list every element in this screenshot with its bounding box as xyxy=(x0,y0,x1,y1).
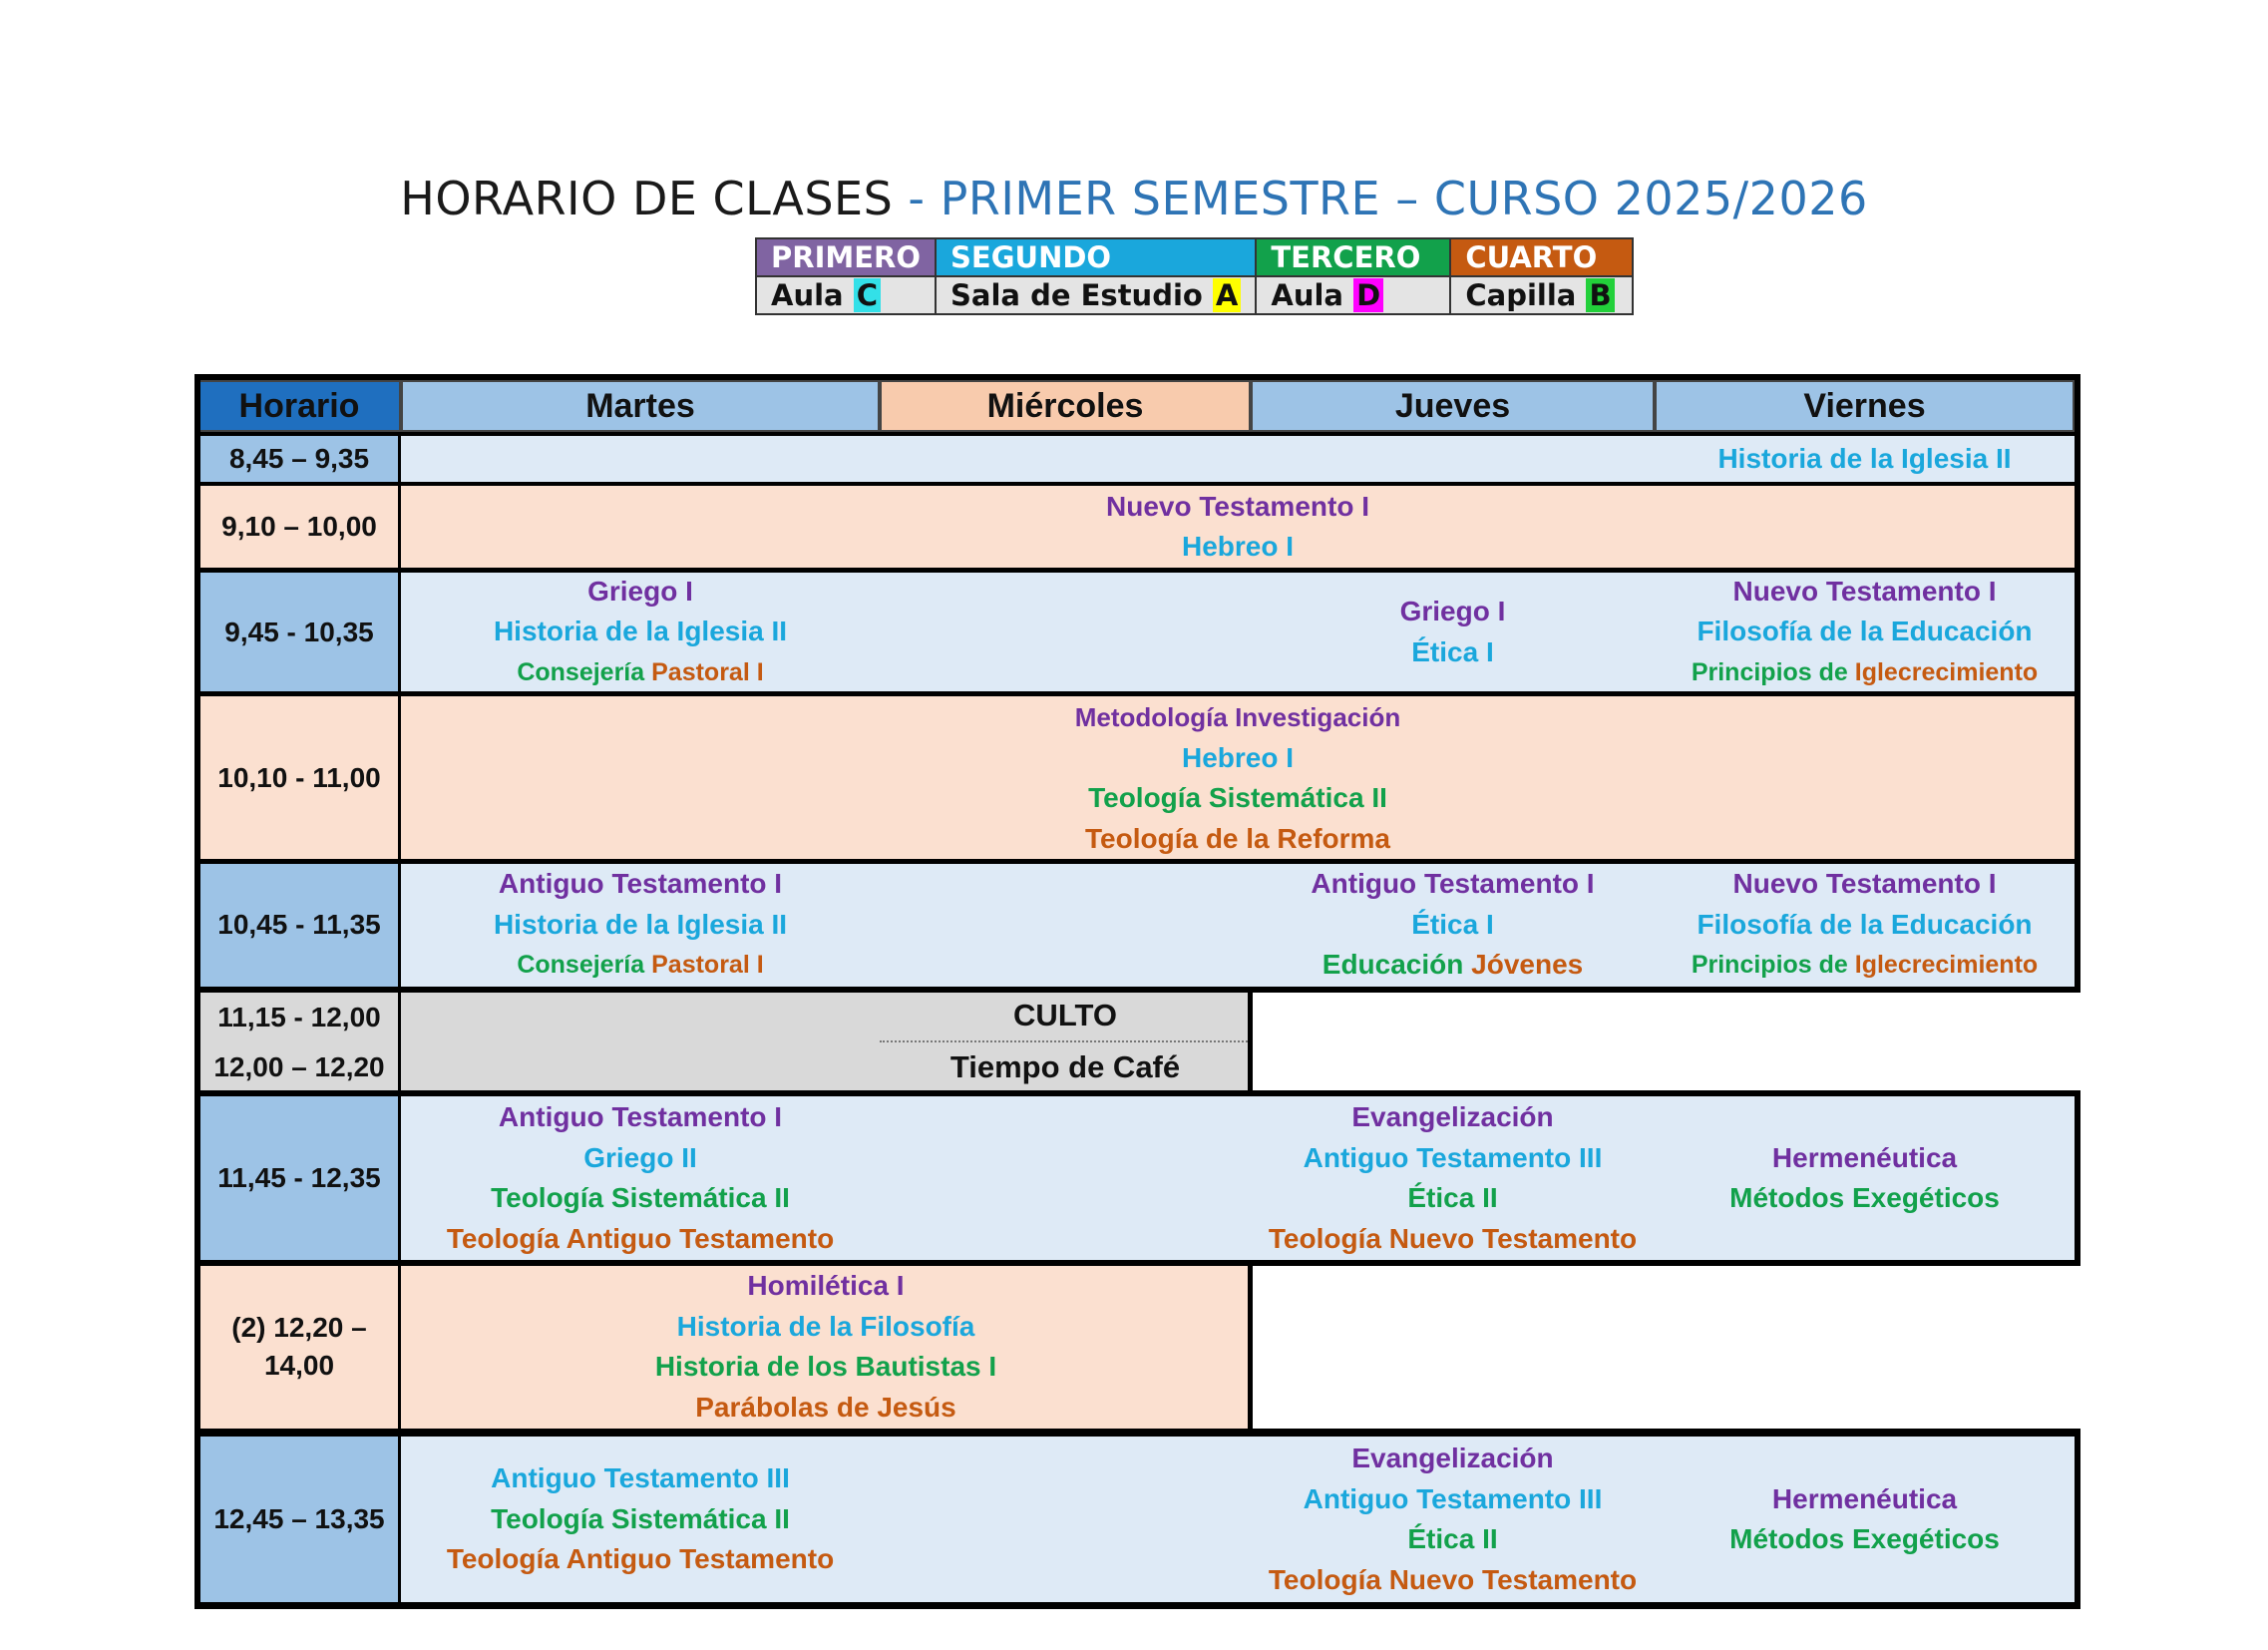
course: Parábolas de Jesús xyxy=(695,1391,956,1423)
course: Historia de la Iglesia II xyxy=(1717,442,2012,474)
course-part: Pastoral I xyxy=(651,951,764,980)
table-border xyxy=(2075,1429,2080,1609)
course: Homilética I xyxy=(747,1270,905,1301)
header-viernes: Viernes xyxy=(1655,380,2075,432)
legend-room-cuarto xyxy=(1450,276,1633,314)
course: Nuevo Testamento I xyxy=(1106,490,1369,522)
course: Hebreo I xyxy=(1181,741,1295,773)
time-slot: 12,45 – 13,35 xyxy=(197,1437,401,1602)
course: Teología Nuevo Testamento xyxy=(1268,1563,1638,1595)
course: Hermenéutica xyxy=(1771,1141,1958,1173)
page-title xyxy=(0,172,2268,225)
header-jueves: Jueves xyxy=(1251,380,1655,432)
course: Filosofía de la Educación xyxy=(1697,908,2033,940)
course xyxy=(1323,945,1583,986)
coffee-break-label: Tiempo de Café xyxy=(880,1042,1251,1092)
course: Filosofía de la Educación xyxy=(1697,616,2033,647)
row-separator xyxy=(194,432,2080,436)
legend-cuarto: CUARTO xyxy=(1450,238,1633,276)
course: Griego I xyxy=(1399,596,1506,626)
course: Teología de la Reforma xyxy=(1085,822,1390,854)
header-martes: Martes xyxy=(401,380,880,432)
row-separator xyxy=(194,1429,2080,1437)
jueves-slot xyxy=(1251,572,1655,692)
martes-slot xyxy=(401,863,880,987)
course: Teología Antiguo Testamento xyxy=(446,1222,835,1254)
viernes-slot xyxy=(1655,863,2075,987)
slot-row-empty xyxy=(401,436,1655,482)
course: Griego II xyxy=(583,1141,697,1173)
time-slot: 12,00 – 12,20 xyxy=(197,1042,401,1092)
martes-slot-empty xyxy=(401,1042,880,1092)
time-slot: 10,45 - 11,35 xyxy=(197,863,401,987)
course-part: Iglecrecimiento xyxy=(1854,657,2039,686)
jueves-slot xyxy=(1251,1437,1655,1602)
title-semester: - PRIMER SEMESTRE – CURSO 2025/2026 xyxy=(893,172,1868,225)
course: Hermenéutica xyxy=(1771,1482,1958,1514)
course: Ética II xyxy=(1407,1182,1498,1213)
course: Evangelización xyxy=(1351,1443,1554,1473)
course xyxy=(1692,652,2038,693)
viernes-slot xyxy=(1655,1437,2075,1602)
time-slot: 11,15 - 12,00 xyxy=(197,992,401,1042)
viernes-slot xyxy=(1655,436,2075,482)
room-tag: A xyxy=(1213,278,1241,312)
course-part: Consejería xyxy=(517,951,652,980)
course-part: Principios de xyxy=(1691,657,1855,686)
course: Ética I xyxy=(1411,635,1494,667)
course-part: Principios de xyxy=(1691,951,1855,980)
course: Antiguo Testamento I xyxy=(498,868,783,900)
room-name: Aula xyxy=(1271,278,1354,312)
miercoles-slot xyxy=(401,1265,1251,1429)
table-border xyxy=(2075,1092,2080,1265)
room-tag: C xyxy=(854,278,881,312)
course-part: Pastoral I xyxy=(651,657,764,686)
martes-slot-empty xyxy=(401,992,880,1042)
time-slot: 8,45 – 9,35 xyxy=(197,436,401,482)
blank-area xyxy=(1253,1266,2090,1429)
martes-slot xyxy=(401,1437,880,1602)
legend-primero: PRIMERO xyxy=(756,238,936,276)
course: Antiguo Testamento I xyxy=(1311,868,1595,900)
row-separator xyxy=(194,482,2080,486)
time-slot: (2) 12,20 – 14,00 xyxy=(197,1265,401,1429)
time-slot: 9,45 - 10,35 xyxy=(197,572,401,692)
course: Teología Nuevo Testamento xyxy=(1268,1222,1638,1254)
miercoles-slot-empty xyxy=(880,1096,1251,1260)
course-part: Iglecrecimiento xyxy=(1854,951,2039,980)
time-slot: 10,10 - 11,00 xyxy=(197,696,401,860)
course: Teología Antiguo Testamento xyxy=(446,1543,835,1575)
viernes-slot xyxy=(1655,572,2075,692)
course: Ética I xyxy=(1411,908,1494,940)
year-room-legend xyxy=(755,237,1634,315)
course: Antiguo Testamento III xyxy=(491,1462,790,1494)
legend-room-segundo xyxy=(936,276,1256,314)
miercoles-slot-empty xyxy=(880,572,1251,692)
time-column-divider xyxy=(398,432,401,1603)
course-part: Jóvenes xyxy=(1471,949,1584,981)
course: Evangelización xyxy=(1351,1101,1554,1132)
row-separator xyxy=(194,691,2080,696)
course xyxy=(1692,945,2038,986)
legend-segundo: SEGUNDO xyxy=(936,238,1256,276)
room-tag: D xyxy=(1353,278,1383,312)
course: Historia de los Bautistas I xyxy=(654,1351,997,1382)
martes-slot xyxy=(401,1096,880,1260)
course: Historia de la Iglesia II xyxy=(493,908,788,940)
course: Antiguo Testamento III xyxy=(1303,1141,1603,1173)
course: Historia de la Iglesia II xyxy=(493,616,788,647)
miercoles-slot-empty xyxy=(880,863,1251,987)
course: Antiguo Testamento III xyxy=(1303,1482,1603,1514)
time-slot: 11,45 - 12,35 xyxy=(197,1096,401,1260)
course-part: Consejería xyxy=(517,657,652,686)
table-border xyxy=(2075,374,2080,992)
header-miercoles: Miércoles xyxy=(880,380,1251,432)
miercoles-slot xyxy=(401,696,2075,860)
course: Nuevo Testamento I xyxy=(1732,868,1997,900)
martes-slot xyxy=(401,572,880,692)
course: Historia de la Filosofía xyxy=(676,1310,975,1342)
room-name: Aula xyxy=(771,278,854,312)
table-border xyxy=(194,374,2080,380)
course: Teología Sistemática II xyxy=(1088,782,1387,813)
culto-label: CULTO xyxy=(880,992,1251,1042)
table-border xyxy=(194,1602,2080,1609)
jueves-slot xyxy=(1251,863,1655,987)
jueves-slot xyxy=(1251,1096,1655,1260)
course: Métodos Exegéticos xyxy=(1729,1182,2000,1213)
course: Teología Sistemática II xyxy=(491,1502,790,1534)
course: Nuevo Testamento I xyxy=(1732,575,1997,607)
course: Métodos Exegéticos xyxy=(1729,1523,2000,1554)
course: Griego I xyxy=(587,575,693,607)
miercoles-slot xyxy=(401,485,2075,569)
room-tag: B xyxy=(1586,278,1614,312)
course xyxy=(517,652,763,693)
row-separator xyxy=(194,859,2080,864)
time-slot: 9,10 – 10,00 xyxy=(197,485,401,569)
title-main: HORARIO DE CLASES xyxy=(400,172,894,225)
course: Hebreo I xyxy=(1181,531,1295,562)
row-separator xyxy=(194,568,2080,573)
course: Teología Sistemática II xyxy=(491,1182,790,1213)
miercoles-slot-empty xyxy=(880,1437,1251,1602)
viernes-slot xyxy=(1655,1096,2075,1260)
course xyxy=(517,945,763,986)
blank-area xyxy=(1253,993,2090,1090)
legend-room-tercero xyxy=(1256,276,1450,314)
legend-tercero: TERCERO xyxy=(1256,238,1450,276)
legend-room-primero xyxy=(756,276,936,314)
room-name: Sala de Estudio xyxy=(950,278,1213,312)
row-separator xyxy=(194,1090,2080,1096)
course: Antiguo Testamento I xyxy=(498,1101,783,1132)
header-horario: Horario xyxy=(197,380,401,432)
course: Ética II xyxy=(1407,1523,1498,1554)
course-part: Educación xyxy=(1322,949,1472,981)
room-name: Capilla xyxy=(1465,278,1587,312)
course: Metodología Investigación xyxy=(1074,702,1401,732)
